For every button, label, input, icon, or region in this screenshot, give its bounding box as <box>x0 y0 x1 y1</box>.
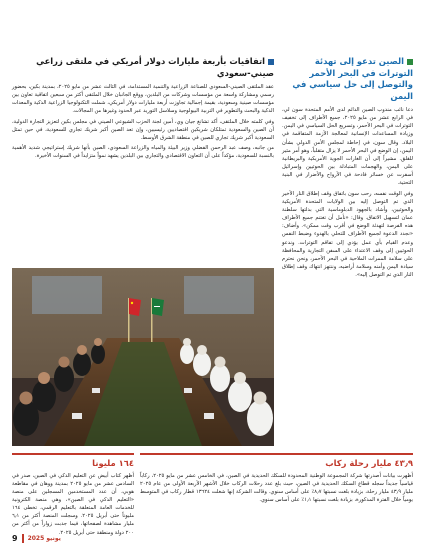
square-bullet-icon <box>268 59 274 65</box>
news-brief-smart-education <box>12 453 134 536</box>
paragraph: وفي كلمته خلال الملتقى، أكد تشانغ جيان وي، أمين لجنة الحزب الشيوعي الصيني في مجلس بكين لتعزيز التجارة الدولية، أن الصين والسعودية تمتلكان شريكين اقتصاديين رئيسيين، وإن تعد الصين أكبر شريك تجاري للسعودية، في حين تمثل السعودية أكبر شريك تجاري للصين في منطقة الشرق الأوسط. <box>12 118 274 141</box>
page-number: 9 <box>12 533 18 543</box>
footer-divider <box>22 534 24 543</box>
brief-headline: ٤٣٫٩ مليار رحلة ركاب <box>325 458 413 468</box>
article-china-saudi-agriculture <box>12 56 274 162</box>
article-china-red-sea <box>282 56 413 281</box>
page-footer <box>12 532 61 544</box>
brief-text: أظهرت بيانات أصدرتها شركة المجموعة الوطنية المحدودة للسكك الحديدية في الصين، في الخامس عشر من مايو ٢٠٢٥، ركاباً قياسياً جديداً سجله قطاع السكك الحديدية في الصين، حيث بلغ عدد رحلات الركاب خلال الأشهر الأربعة الأولى من عام ٢٠٢٥ مليار ٤٣٫٩ مليار رحلة، بزيادة بلغت نسبتها ٨٫٧٪ على أساس سنوي. وقالت الشركة إنها شغلت ١٣٦٢٤ قطار ركاب في المتوسط يومياً خلال الفترة المذكورة، بزيادة بلغت نسبتها ١٫١٪ على أساس سنوي. <box>140 472 414 503</box>
article-headline: اتفاقيات بأربعة مليارات دولار أمريكي في ملتقى زراعي صيني-سعودي <box>36 56 274 78</box>
paragraph: من جانبه، وصف عبد الرحمن الفضلي وزير البيئة والمياه والزراعة السعودي، الصين بأنها شريك إستراتيجي شديد الأهمية بالنسبة للسعودية، مؤكداً على أن التعاون الاقتصادي والتجاري بين البلدين يشهد نمواً متزايداً في السنوات الأخيرة. <box>12 145 274 160</box>
issue-date: يونيو 2025 <box>27 534 61 542</box>
article-headline: الصين تدعو إلى تهدئة التوترات في البحر الأحمر والتوصل إلى حل سياسي في اليمن <box>292 56 413 101</box>
article-body <box>12 83 274 160</box>
square-bullet-icon <box>407 59 413 65</box>
news-brief-railway <box>140 453 413 531</box>
brief-headline: ١٦٤ مليونا <box>92 458 134 468</box>
article-body <box>282 106 413 279</box>
paragraph: عقد الملتقى الصيني-السعودي للصناعة الزراعية والتنمية المستدامة، في الثالث عشر من مايو ٢٠٢٥، بمدينة بكين، بحضور رسمي ومشاركة واسعة من مؤسسات وشركات من البلدين، ووقع الجانبان خلال الملتقى أكثر من سبعين اتفاقية تعاون بين مؤسسات صينية وسعودية، بقيمة إجمالية تجاوزت أربعة مليارات دولار أمريكي، شملت التكنولوجيا الزراعية الذكية والمعدات الذكية والبحث والتطوير في التربية البيولوجية وسلاسل التوريد عبر الحدود وغيرها من المجالات. <box>12 84 274 115</box>
paragraph: دعا نائب مندوب الصين الدائم لدى الأمم المتحدة سون لي، في الرابع عشر من مايو ٢٠٢٥، جميع الأطراف إلى تخفيف التوترات في البحر الأحمر، وتسريع الحل السياسي في اليمن. وزيادة المساعدات الإنسانية لمعالجة الأزمة المتفاقمة في البلاد. وقال سون، في إحاطة لمجلس الأمن الدولي بشأن اليمن، إن الوضع في البحر الأحمر لا يزال متقلباً، وهو أمر مثير للقلق. مشيراً إلى أن الغارات الجوية الأمريكية والبريطانية على اليمن، والهجمات المتبادلة بين الحوثيين وإسرائيل أسفرت عن خسائر فادحة في الأرواح والأضرار في البنية التحتية. <box>282 107 414 187</box>
meeting-photo <box>12 268 274 446</box>
paragraph: وفي الوقت نفسه، رحب سون باتفاق وقف إطلاق النار الأخير الذي تم التوصل إليه بين الولايات المتحدة الأمريكية والحوثيين، وأشاد بالجهود الدبلوماسية التي بذلتها سلطنة عمان لتسهيل الاتفاق. وقال: «نأمل أن تغتنم جميع الأطراف هذه الفرصة لتهدئة الوضع في أقرب وقت ممكن». وأضاف: «نجدد الدعوة لجميع الأطراف للتحلي بالهدوء وضبط النفس وعدم القيام بأي عمل يؤدي إلى تفاقم التوترات. وندعو الحوثيين إلى وقف الاعتداء على السفن التجارية والمحافظة على سلامة الممرات الملاحية في البحر الأحمر، ونحن نحترم سيادة اليمن وأمنه وسلامة أراضيه، وننتهز انتهاك وقف إطلاق النار الذي تم التوصل إليه». <box>282 190 413 279</box>
brief-text: أظهر كتاب أبيض عن التعليم الذكي في الصين، صدر في السادس عشر من مايو ٢٠٢٥ بمدينة ووهان في مقاطعة هوبي، أن عدد المستخدمين المسجلين على منصة «التعليم الذكي في الصين»، وهي منصة الكترونية للخدمات العامة المتعلقة بالتعليم الرقمي، تخطى ١٦٤ مليوناً حتى أبريل ٢٠٢٥. وسجلت المنصة أكثر من ٦٫١ مليار مشاهدة لصفحاتها، فيما جذبت زواراً من أكثر من ٢٠٠ دولة ومنطقة حتى أبريل ٢٠٢٥. <box>12 472 134 536</box>
